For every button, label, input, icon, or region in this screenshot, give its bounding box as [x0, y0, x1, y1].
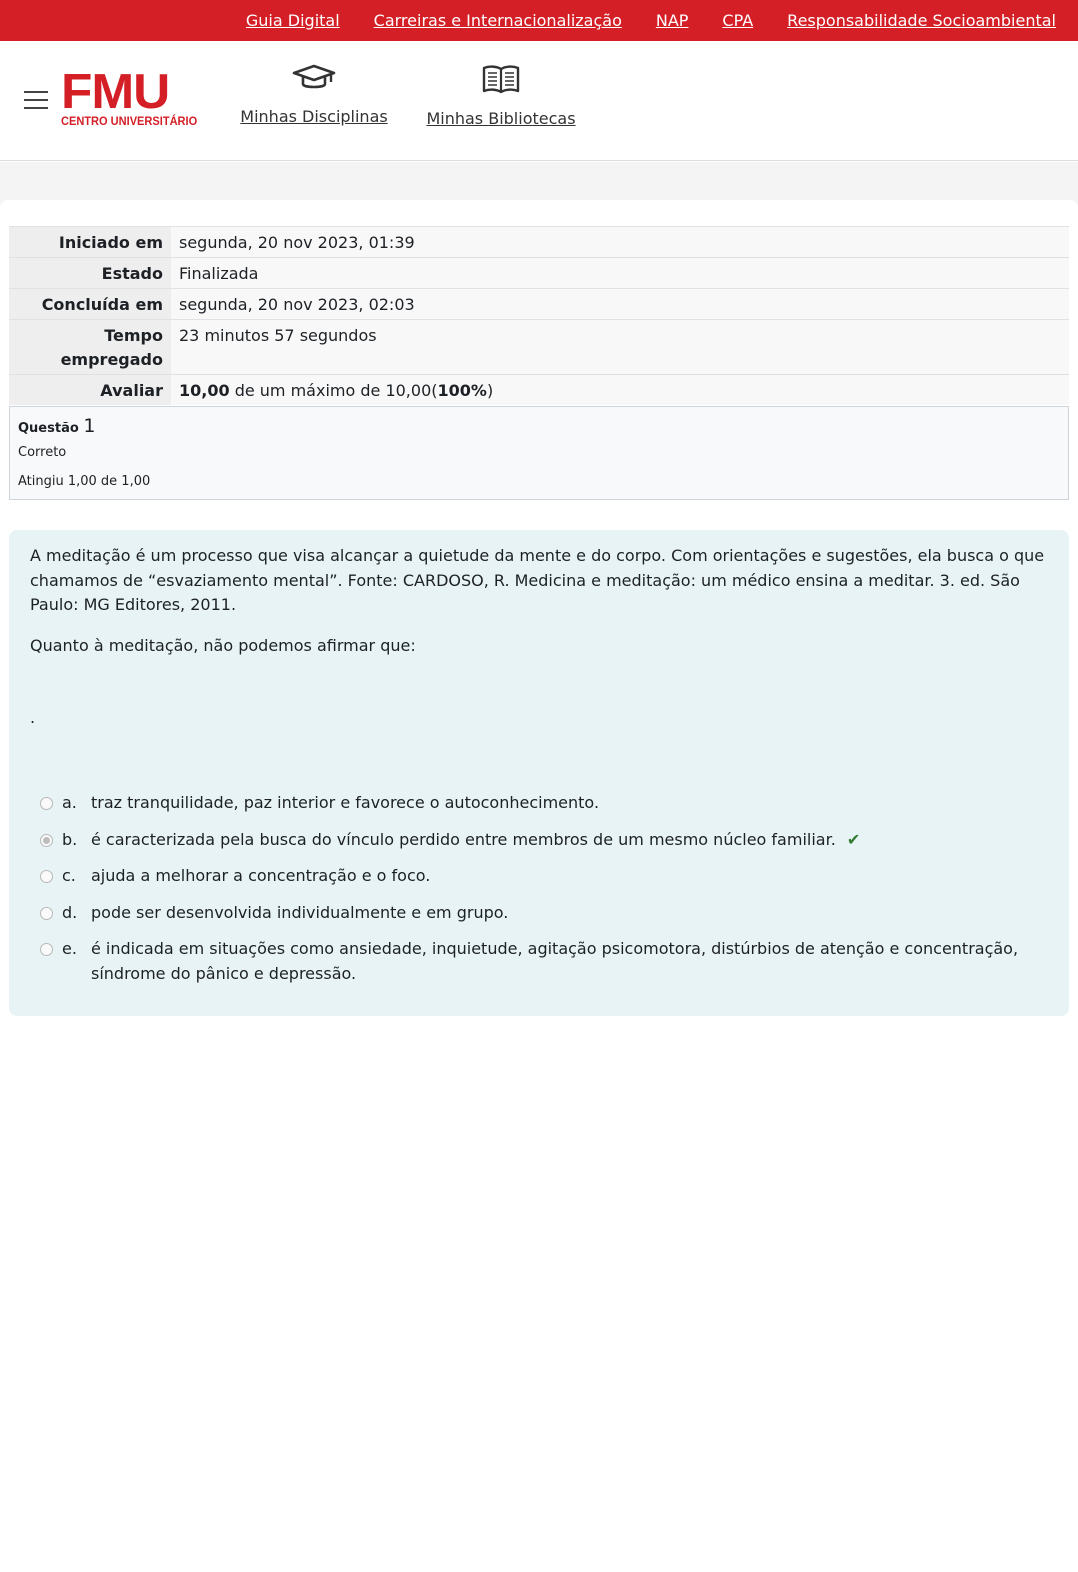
nav-minhas-disciplinas[interactable] [240, 63, 388, 126]
summary-row [9, 227, 1069, 258]
question-text: A meditação é um processo que visa alcançar a quietude da mente e do corpo. Com orientações e sugestões, ela busca o que chamamos de “esvaziamento mental”. Fonte: CARDOSO, R. Medicina e meditação: um médico ensina a meditar. 3. ed. São Paulo: MG Editores, 2011. [30, 546, 1045, 614]
summary-value [171, 375, 1069, 406]
summary-value: 23 minutos 57 segundos [171, 320, 1069, 375]
nav-label: Minhas Disciplinas [240, 107, 388, 126]
site-header [0, 41, 1078, 161]
top-links [212, 0, 1056, 41]
option-letter: a. [62, 793, 77, 812]
question-prompt: Quanto à meditação, não podemos afirmar que: [30, 635, 416, 655]
answer-option-a[interactable] [39, 791, 1049, 816]
logo-text: FMU [61, 65, 170, 119]
summary-label: Concluída em [9, 289, 171, 320]
option-letter: d. [62, 902, 78, 922]
grade-end: ) [486, 381, 494, 400]
question-info [9, 406, 1069, 500]
answer-options [39, 791, 1049, 998]
question-num: 1 [83, 415, 96, 437]
nav-minhas-bibliotecas[interactable] [426, 63, 576, 128]
nav-label: Minhas Bibliotecas [426, 109, 576, 128]
option-letter: c. [62, 866, 76, 885]
radio-button[interactable] [40, 797, 53, 810]
question-label: Questão [18, 421, 79, 436]
summary-row [9, 258, 1069, 289]
summary-label: Estado [9, 258, 171, 289]
summary-label: Tempo empregado [9, 320, 171, 375]
grade-middle: de um máximo de 10,00( [229, 381, 438, 400]
radio-button[interactable] [40, 834, 53, 847]
answer-option-d[interactable] [39, 901, 1049, 926]
open-book-icon [481, 63, 521, 95]
option-text: é indicada em situações como ansiedade, inquietude, agitação psicomotora, distúrbios de atenção e concentração, síndrome do pânico e depressão. [91, 939, 1019, 983]
radio-button[interactable] [40, 870, 53, 883]
menu-icon[interactable] [24, 91, 48, 110]
option-text: é caracterizada pela busca do vínculo perdido entre membros de um mesmo núcleo familiar. [91, 829, 836, 849]
summary-row [9, 320, 1069, 375]
link-guia-digital[interactable]: Guia Digital [245, 11, 340, 30]
graduation-cap-icon [292, 63, 336, 93]
answer-option-b[interactable] [39, 828, 1049, 853]
option-letter: e. [62, 939, 77, 958]
option-text: traz tranquilidade, paz interior e favorece o autoconhecimento. [91, 793, 600, 812]
question-number [18, 413, 1060, 442]
summary-label: Iniciado em [9, 227, 171, 258]
attempt-summary [9, 226, 1069, 405]
grade-percent: 100% [437, 381, 487, 400]
link-carreiras[interactable]: Carreiras e Internacionalização [373, 11, 622, 30]
link-responsabilidade[interactable]: Responsabilidade Socioambiental [787, 11, 1056, 30]
question-state: Correto [18, 445, 67, 460]
link-nap[interactable]: NAP [655, 11, 689, 30]
summary-row [9, 375, 1069, 406]
summary-value: segunda, 20 nov 2023, 01:39 [171, 227, 1069, 258]
summary-row [9, 289, 1069, 320]
option-text: ajuda a melhorar a concentração e o foco. [91, 866, 431, 885]
question-dot: . [30, 708, 36, 727]
answer-option-c[interactable] [39, 864, 1049, 889]
option-text: pode ser desenvolvida individualmente e em grupo. [91, 902, 509, 922]
summary-value: Finalizada [171, 258, 1069, 289]
logo-subtitle: CENTRO UNIVERSITÁRIO [61, 114, 198, 128]
link-cpa[interactable]: CPA [722, 11, 754, 30]
grade-score: 10,00 [179, 381, 230, 400]
question-content [9, 530, 1069, 1016]
radio-button[interactable] [40, 943, 53, 956]
main-content [0, 200, 1078, 1572]
checkmark-icon: ✔ [846, 829, 861, 849]
question-grade: Atingiu 1,00 de 1,00 [18, 474, 151, 489]
option-letter: b. [62, 829, 78, 849]
fmu-logo[interactable] [61, 65, 201, 131]
summary-value: segunda, 20 nov 2023, 02:03 [171, 289, 1069, 320]
answer-option-e[interactable] [39, 937, 1049, 986]
top-bar [0, 0, 1078, 41]
summary-label: Avaliar [9, 375, 171, 406]
radio-button[interactable] [40, 907, 53, 920]
